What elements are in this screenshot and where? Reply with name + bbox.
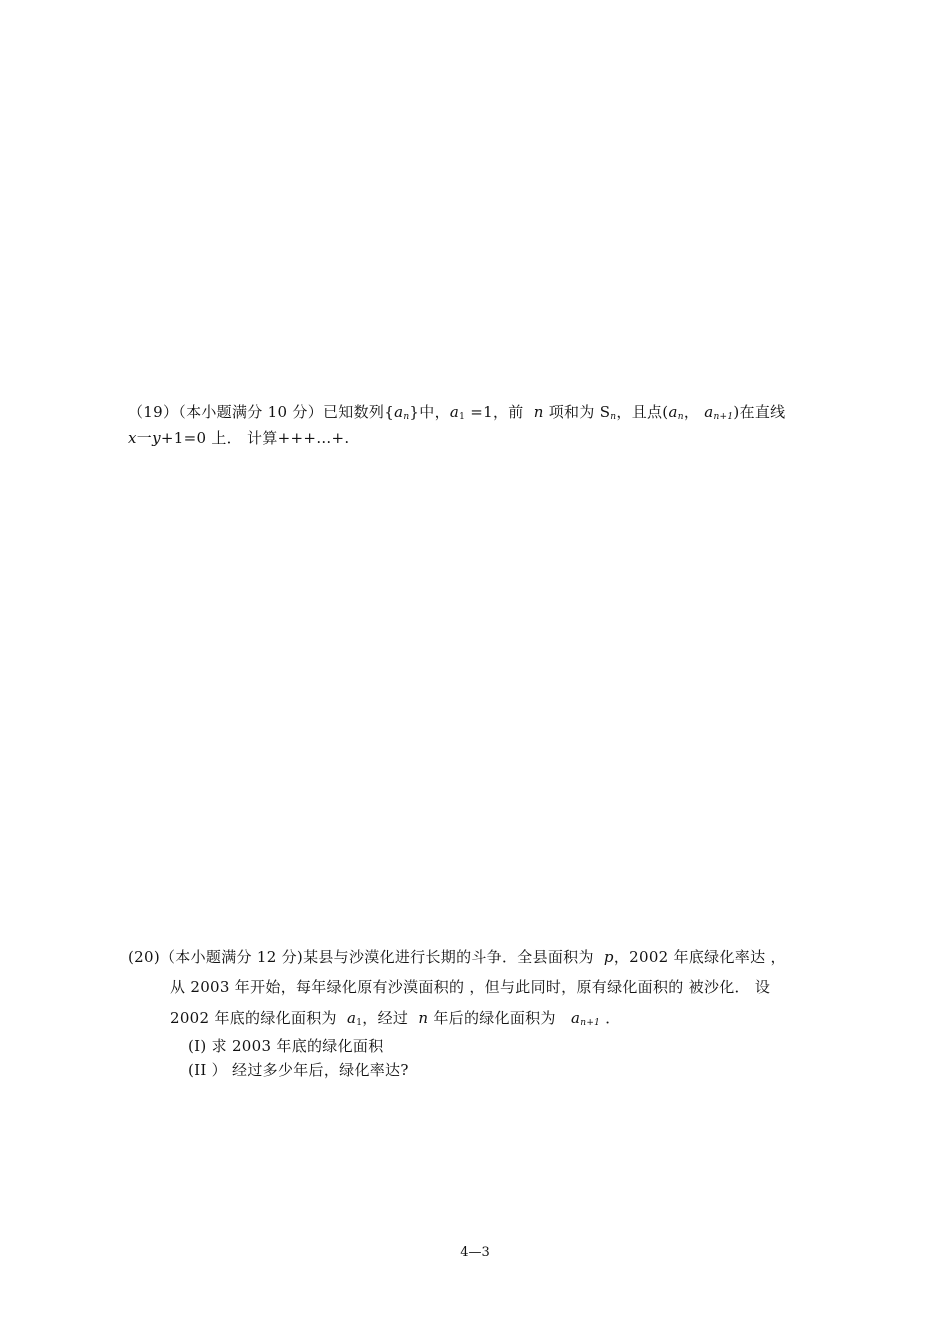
q20-var-p: p: [603, 948, 614, 966]
q19-var-y: y: [152, 429, 161, 447]
q19-var-a: a: [704, 403, 714, 421]
q19-var-a: a: [668, 403, 678, 421]
q19-sub-n: n: [610, 412, 617, 422]
q20-part-text: (I) 求 2003 年底的绿化面积: [188, 1037, 384, 1055]
q20-sub-n1: n+1: [580, 1018, 601, 1028]
q19-sub-n1: n+1: [713, 412, 734, 422]
q20-text: 从 2003 年开始，每年绿化原有沙漠面积的 ，但与此同时，原有绿化面积的 被沙化． 设: [170, 978, 771, 996]
q20-var-a: a: [570, 1009, 581, 1027]
q20-text: 年后的绿化面积为: [433, 1009, 556, 1027]
q19-sub-n: n: [677, 412, 684, 422]
q19-line-2: [128, 428, 349, 448]
q19-var-a: a: [394, 403, 404, 421]
q19-text: }中，: [409, 403, 450, 421]
q20-text: ．: [605, 1009, 621, 1027]
q20-var-a: a: [346, 1009, 357, 1027]
q19-text: +1=0 上． 计算+++…+.: [160, 429, 350, 447]
q20-var-n: n: [418, 1009, 429, 1027]
q19-line-1: [128, 402, 785, 427]
page-number: 4—3: [460, 1245, 490, 1260]
q19-sub-n: n: [403, 412, 410, 422]
q20-line-3: [170, 1008, 621, 1033]
q20-part-1: [188, 1036, 384, 1056]
q19-var-a: a: [449, 403, 460, 421]
q20-text: ，2002 年底绿化率达 ，: [613, 948, 786, 966]
q20-line-1: [128, 947, 786, 967]
q20-part-text: (II ） 经过多少年后，绿化率达?: [188, 1061, 409, 1079]
q20-text: 2002 年底的绿化面积为: [170, 1009, 337, 1027]
q19-var-n: n: [533, 403, 544, 421]
q20-part-2: [188, 1060, 409, 1080]
q19-text: 项和为 S: [548, 403, 611, 421]
q19-var-x: x: [128, 429, 137, 447]
q20-line-2: [170, 977, 770, 997]
q20-text: (20)（本小题满分 12 分)某县与沙漠化进行长期的斗争．全县面积为: [128, 948, 594, 966]
q19-text: =1，前: [470, 403, 524, 421]
q19-text: （19）（本小题满分 10 分）已知数列{: [128, 403, 395, 421]
q19-text: ，: [683, 403, 700, 421]
q20-sub-1: 1: [356, 1018, 363, 1028]
q19-minus: 一: [136, 429, 153, 447]
q19-sub-1: 1: [459, 412, 466, 422]
q20-text: ，经过: [362, 1009, 409, 1027]
q19-text: )在直线: [733, 403, 786, 421]
q19-text: ，且点(: [616, 403, 669, 421]
